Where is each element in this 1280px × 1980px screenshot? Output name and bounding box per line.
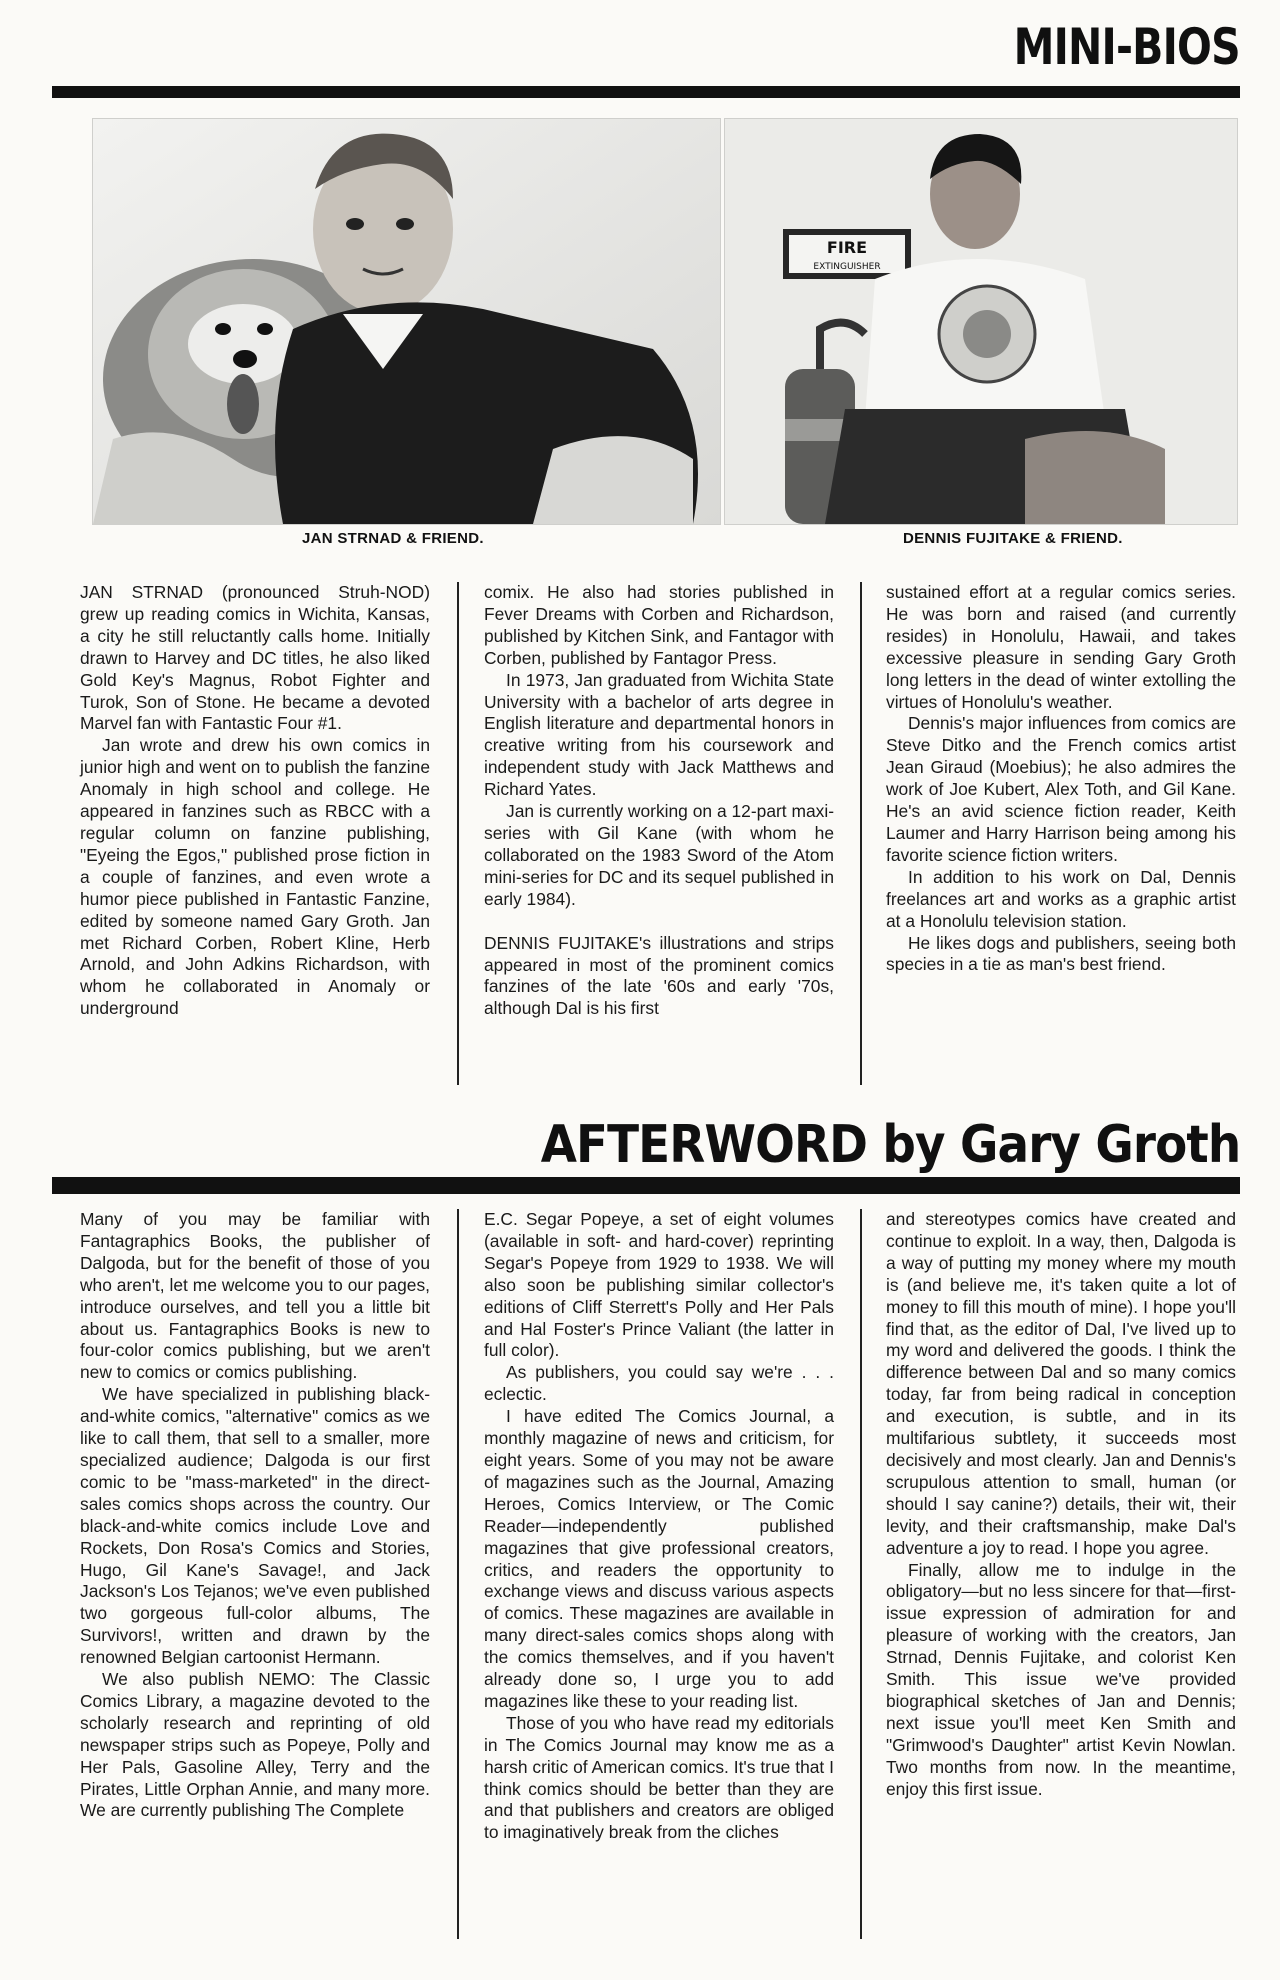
minibios-paragraph: He likes dogs and publishers, seeing both species in a tie as man's best friend. [886, 932, 1236, 975]
minibios-paragraph: In addition to his work on Dal, Dennis freelances art and works as a graphic artist at a Honolulu television station. [886, 866, 1236, 931]
afterword-paragraph: Finally, allow me to indulge in the obligatory—but no less sincere for that—first-issue expression of admiration for and pleasure of working with the creators, Jan Strnad, Dennis Fujitake, and colorist Ken Smith. This issue we've provided biographical sketches of Jan and Dennis; next issue you'll meet Ken Smith and "Grimwood's Daughter" artist Kevin Nowlan. Two months from now. In the meantime, enjoy this first issue. [886, 1559, 1236, 1799]
minibios-paragraph: comix. He also had stories published in Fever Dreams with Corben and Richardson, published by Kitchen Sink, and Fantagor with Corben, published by Fantagor Press. [484, 582, 834, 668]
afterword-column-1 [80, 1209, 430, 1822]
photo-jan-strnad [92, 118, 721, 525]
column-divider [457, 582, 459, 1085]
afterword-column-3 [886, 1209, 1236, 1800]
afterword-paragraph: Many of you may be familiar with Fantagraphics Books, the publisher of Dalgoda, but for the benefit of those of you who aren't, let me welcome you to our pages, introduce ourselves, and tell you a little bit about us. Fantagraphics Books is new to four-color comics publishing, but we aren't new to comics or comics publishing. [80, 1209, 430, 1383]
minibios-column-1 [80, 582, 430, 1020]
caption-dennis-fujitake: DENNIS FUJITAKE & FRIEND. [903, 530, 1123, 547]
photo-jan-strnad-illustration [93, 119, 720, 524]
minibios-paragraph: Jan wrote and drew his own comics in junior high and went on to publish the fanzine Anomaly in high school and college. He appeared in fanzines such as RBCC with a regular column on fanzine publishing, "Eyeing the Egos," published prose fiction in a couple of fanzines, and even wrote a humor piece published in Fantastic Fanzine, edited by someone named Gary Groth. Jan met Richard Corben, Robert Kline, Herb Arnold, and John Adkins Richardson, with whom he collaborated in Anomaly or underground [80, 735, 430, 1019]
minibios-rule [52, 86, 1240, 98]
afterword-paragraph: I have edited The Comics Journal, a monthly magazine of news and criticism, for eight years. Some of you may not be aware of magazines such as the Journal, Amazing Heroes, Comics Interview, or The Comic Reader—independently published magazines that give professional creators, critics, and readers the opportunity to exchange views and discuss various aspects of comics. These magazines are available in many direct-sales comics shops along with the comics themselves, and if you haven't already done so, I urge you to add magazines like these to your reading list. [484, 1406, 834, 1711]
afterword-rule [52, 1177, 1240, 1194]
minibios-column-3 [886, 582, 1236, 976]
afterword-paragraph: We also publish NEMO: The Classic Comics Library, a magazine devoted to the scholarly research and reprinting of old newspaper strips such as Popeye, Polly and Her Pals, Gasoline Alley, Terry and the Pirates, Little Orphan Annie, and many more. We are currently publishing The Complete [80, 1669, 430, 1821]
afterword-title: AFTERWORD by Gary Groth [540, 1115, 1240, 1175]
column-divider [860, 582, 862, 1085]
afterword-paragraph: We have specialized in publishing black-and-white comics, "alternative" comics as we like to call them, that sell to a smaller, more specialized audience; Dalgoda is our first comic to be "mass-marketed" in the direct-sales comics shops across the country. Our black-and-white comics include Love and Rockets, Don Rosa's Comics and Stories, Hugo, Gil Kane's Savage!, and Jack Jackson's Los Tejanos; we've even published two gorgeous full-color albums, The Survivors!, written and drawn by the renowned Belgian cartoonist Hermann. [80, 1384, 430, 1668]
afterword-column-2 [484, 1209, 834, 1844]
column-divider [860, 1209, 862, 1939]
minibios-paragraph: sustained effort at a regular comics series. He was born and raised (and currently resides) in Honolulu, Hawaii, and takes excessive pleasure in sending Gary Groth long letters in the dead of winter extolling the virtues of Honolulu's weather. [886, 582, 1236, 712]
minibios-column-2 [484, 582, 834, 1020]
minibios-paragraph: JAN STRNAD (pronounced Struh-NOD) grew up reading comics in Wichita, Kansas, a city he still reluctantly calls home. Initially drawn to Harvey and DC titles, he also liked Gold Key's Magnus, Robot Fighter and Turok, Son of Stone. He became a devoted Marvel fan with Fantastic Four #1. [80, 582, 430, 734]
photo-dennis-fujitake-illustration [725, 119, 1237, 524]
minibios-paragraph: In 1973, Jan graduated from Wichita State University with a bachelor of arts degree in English literature and departmental honors in creative writing from his coursework and independent study with Jack Matthews and Richard Yates. [484, 669, 834, 800]
minibios-title: MINI-BIOS [1013, 18, 1240, 76]
afterword-paragraph: E.C. Segar Popeye, a set of eight volumes (available in soft- and hard-cover) reprinting Segar's Popeye from 1929 to 1938. We will also soon be publishing similar collector's editions of Cliff Sterrett's Polly and Her Pals and Hal Foster's Prince Valiant (the latter in full color). [484, 1209, 834, 1361]
caption-jan-strnad: JAN STRNAD & FRIEND. [302, 530, 484, 547]
column-divider [457, 1209, 459, 1939]
afterword-paragraph: As publishers, you could say we're . . . eclectic. [484, 1362, 834, 1405]
afterword-paragraph: Those of you who have read my editorials in The Comics Journal may know me as a harsh critic of American comics. It's true that I think comics should be better than they are and that publishers and creators are obliged to imaginatively break from the cliches [484, 1712, 834, 1843]
minibios-paragraph: Jan is currently working on a 12-part maxi-series with Gil Kane (with whom he collaborated on the 1983 Sword of the Atom mini-series for DC and its sequel published in early 1984). [484, 801, 834, 909]
sign-text-fire: FIRE [826, 238, 868, 257]
minibios-paragraph: DENNIS FUJITAKE's illustrations and strips appeared in most of the prominent comics fanzines of the late '60s and early '70s, although Dal is his first [484, 932, 834, 1019]
photo-dennis-fujitake [724, 118, 1238, 525]
sign-text-extinguisher: EXTINGUISHER [813, 262, 881, 272]
afterword-paragraph: and stereotypes comics have created and continue to exploit. In a way, then, Dalgoda is a way of putting my money where my mouth is (and believe me, it's taken quite a lot of money to fill this mouth of mine). I hope you'll find that, as the editor of Dal, I've lived up to my word and delivered the goods. I think the difference between Dal and so many comics today, far from being radical in conception and execution, is subtle, and in its multifarious subtlety, it succeeds most decisively and most clearly. Jan and Dennis's scrupulous attention to small, human (or should I say canine?) details, their wit, their levity, and their craftsmanship, make Dal's adventure a joy to read. I hope you agree. [886, 1209, 1236, 1558]
minibios-paragraph: Dennis's major influences from comics are Steve Ditko and the French comics artist Jean Giraud (Moebius); he also admires the work of Joe Kubert, Alex Toth, and Gil Kane. He's an avid science fiction reader, Keith Laumer and Harry Harrison being among his favorite science fiction writers. [886, 713, 1236, 865]
